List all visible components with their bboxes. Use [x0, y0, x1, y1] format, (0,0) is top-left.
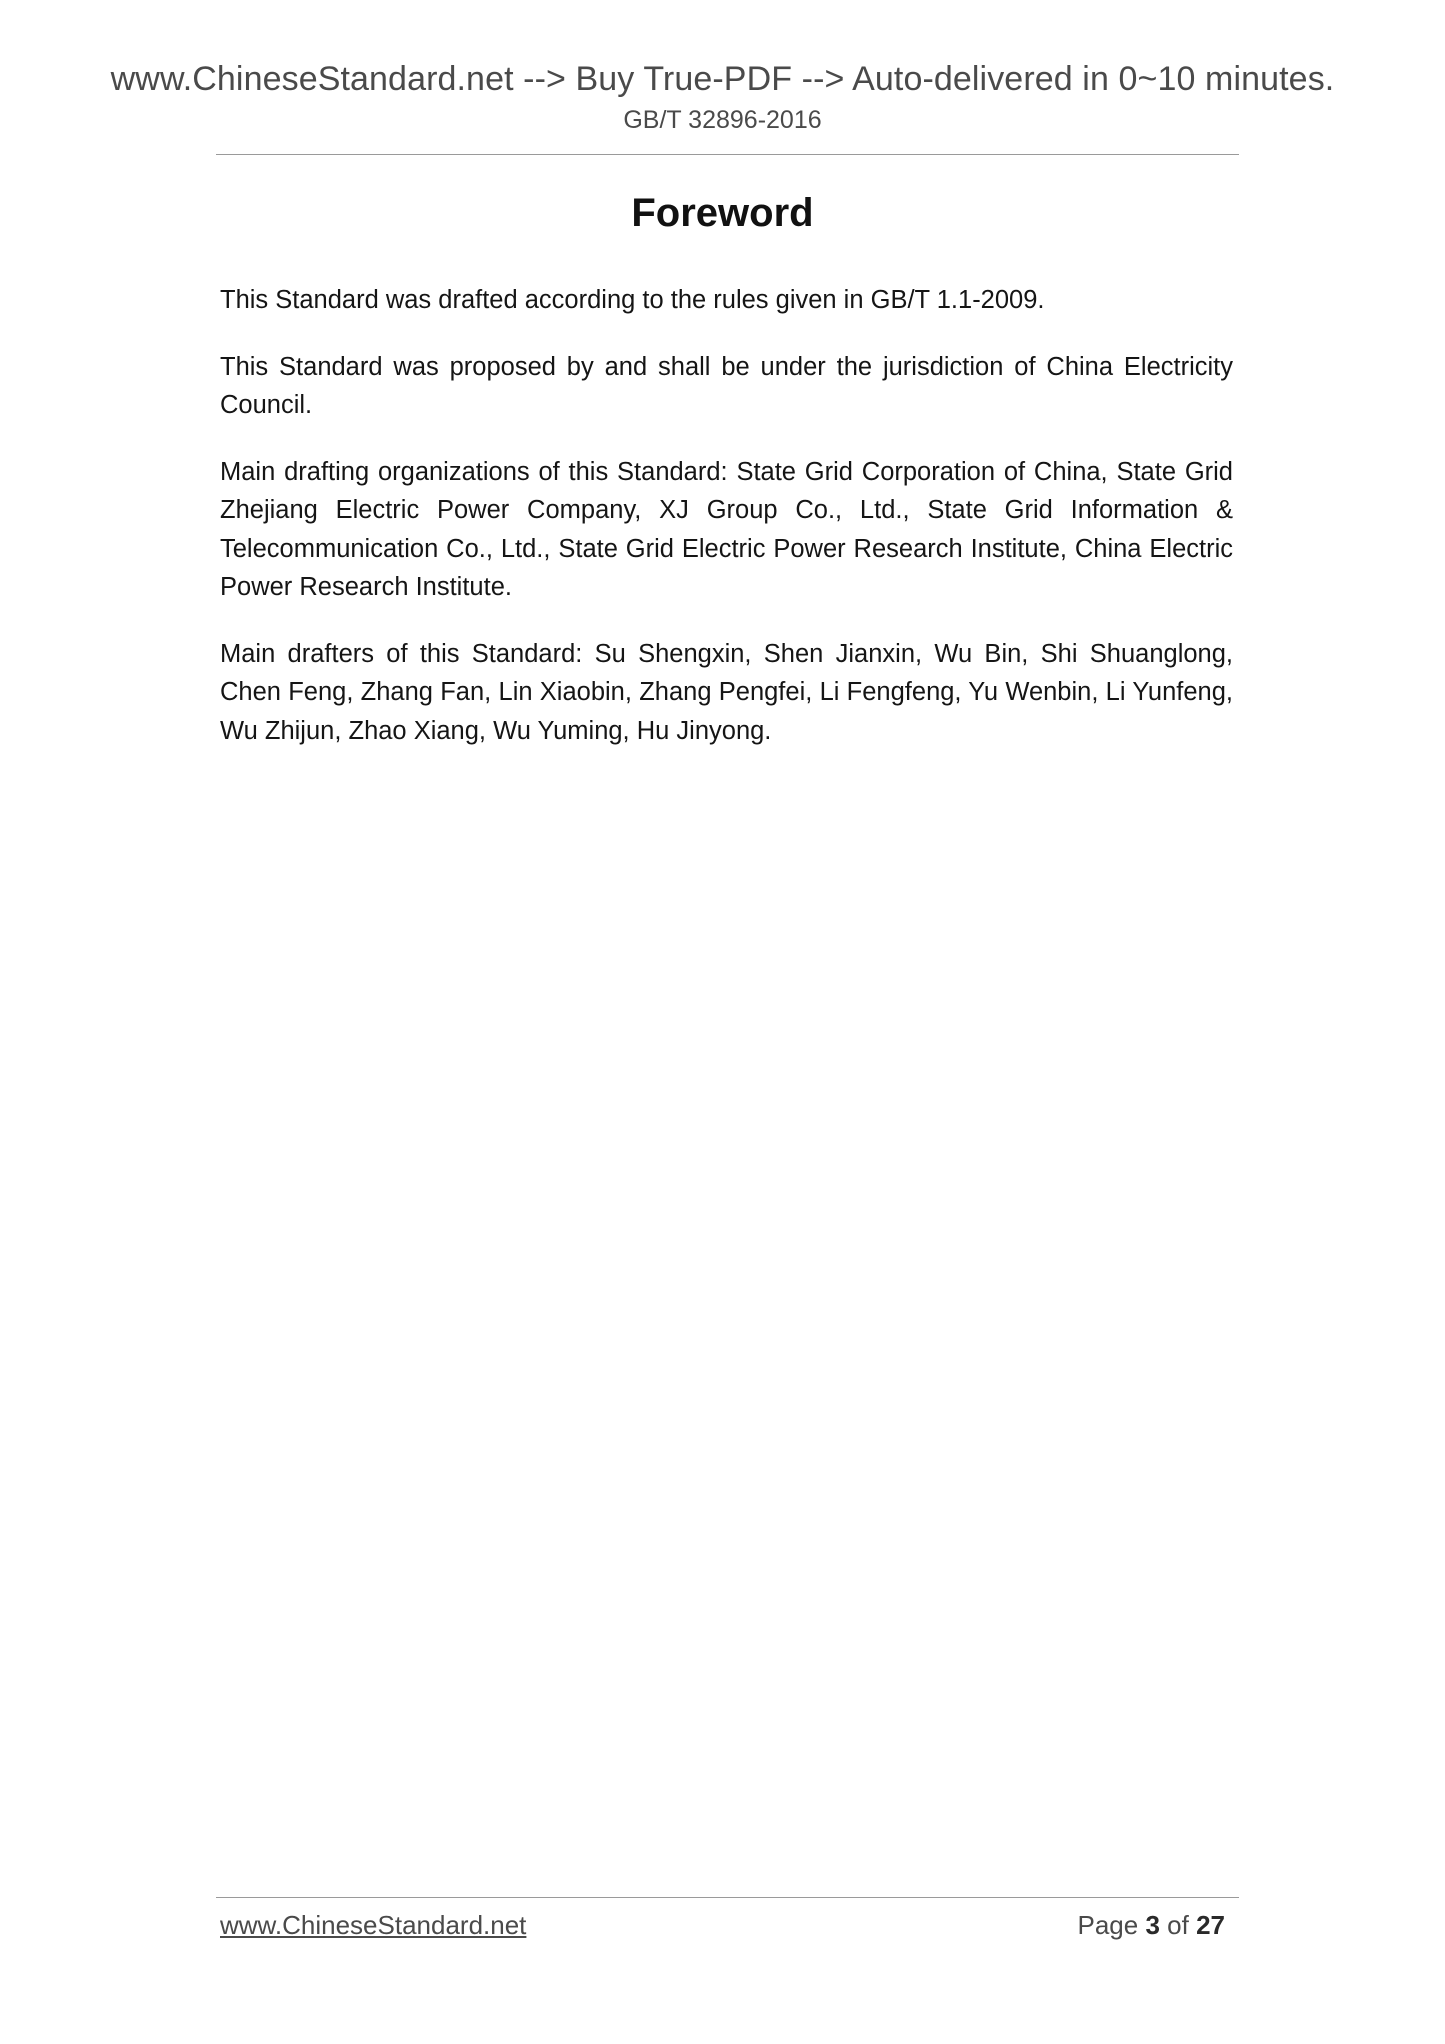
paragraph-drafting-rules: This Standard was drafted according to the rules given in GB/T 1.1-2009.: [220, 286, 1045, 314]
of-label: of: [1167, 1910, 1189, 1940]
paragraph-drafting-organizations: Main drafting organizations of this Standard: State Grid Corporation of China, State Grid Zhejiang Electric Power Company, XJ Group Co., Ltd., State Grid Information & Telecommunication Co., Ltd., State Grid Electric Power Research Institute, China Electric Power Research Institute.: [220, 457, 1233, 601]
header-divider: [216, 154, 1239, 155]
page-title: Foreword: [631, 191, 814, 235]
page-header: [0, 58, 1445, 136]
total-pages: 27: [1196, 1910, 1225, 1940]
paragraph-drafters: Main drafters of this Standard: Su Shengxin, Shen Jianxin, Wu Bin, Shi Shuanglong, Chen Feng, Zhang Fan, Lin Xiaobin, Zhang Pengfei, Li Fengfeng, Yu Wenbin, Li Yunfeng, Wu Zhijun, Zhao Xiang, Wu Yuming, Hu Jinyong.: [220, 639, 1233, 745]
page-label: Page: [1077, 1910, 1139, 1940]
paragraph-jurisdiction: This Standard was proposed by and shall be under the jurisdiction of China Electricity Council.: [220, 352, 1233, 419]
foreword-body: [220, 281, 1233, 778]
footer-divider: [216, 1897, 1239, 1898]
header-banner: www.ChineseStandard.net --> Buy True-PDF --> Auto-delivered in 0~10 minutes.: [110, 60, 1335, 98]
current-page: 3: [1145, 1910, 1160, 1940]
page-footer: [220, 1910, 1225, 1950]
page-number: [1077, 1910, 1225, 1941]
footer-site-link[interactable]: www.ChineseStandard.net: [220, 1910, 527, 1940]
standard-code: GB/T 32896-2016: [623, 106, 822, 134]
